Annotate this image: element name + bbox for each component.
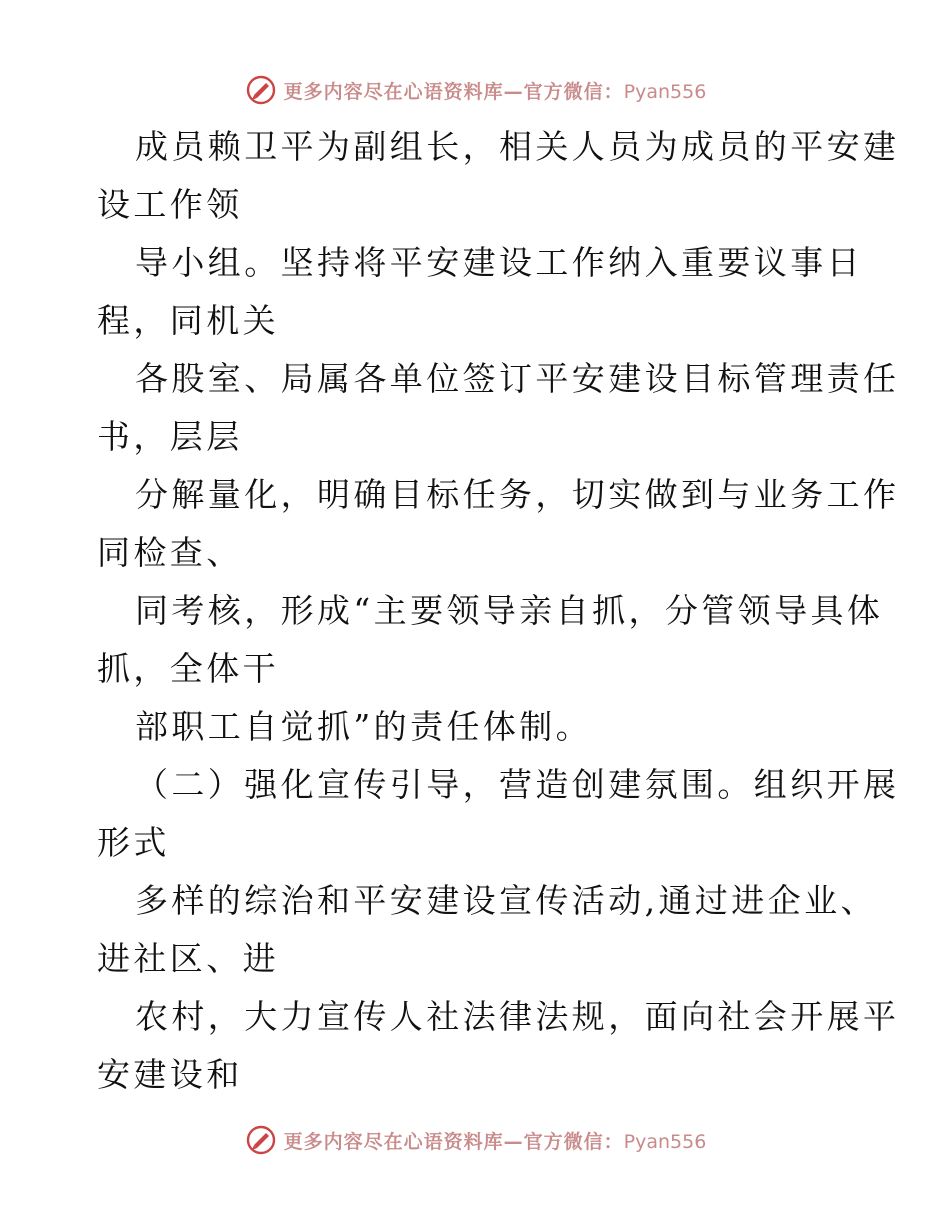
watermark-text: 更多内容尽在心语资料库—官方微信：Pyan556 <box>283 1130 707 1153</box>
text-line: 形式 <box>97 823 170 862</box>
text-line: 同检查、 <box>97 533 243 572</box>
text-line: 程，同机关 <box>97 301 279 340</box>
text-line: 部职工自觉抓”的责任体制。 <box>135 707 593 746</box>
text-line: 进社区、进 <box>97 939 279 978</box>
text-line: 抓，全体干 <box>97 649 279 688</box>
text-line: 同考核，形成“主要领导亲自抓，分管领导具体 <box>135 591 884 630</box>
text-line: 分解量化，明确目标任务，切实做到与业务工作 <box>135 475 900 514</box>
section-heading-line: （二）强化宣传引导，营造创建氛围。组织开展 <box>135 765 900 804</box>
text-line: 安建设和 <box>97 1055 243 1094</box>
text-line: 导小组。坚持将平安建设工作纳入重要议事日 <box>135 243 863 282</box>
footer-watermark <box>0 1120 950 1160</box>
text-line: 各股室、局属各单位签订平安建设目标管理责任 <box>135 359 900 398</box>
watermark-text: 更多内容尽在心语资料库—官方微信：Pyan556 <box>283 80 707 103</box>
text-line: 设工作领 <box>97 185 243 224</box>
text-line: 成员赖卫平为副组长，相关人员为成员的平安建 <box>135 127 900 166</box>
pen-logo-icon <box>244 1123 278 1157</box>
text-line: 多样的综治和平安建设宣传活动,通过进企业、 <box>135 881 877 920</box>
header-watermark <box>0 70 950 110</box>
text-line: 农村，大力宣传人社法律法规，面向社会开展平 <box>135 997 900 1036</box>
pen-logo-icon <box>244 73 278 107</box>
document-body <box>97 118 900 1104</box>
text-line: 书，层层 <box>97 417 243 456</box>
